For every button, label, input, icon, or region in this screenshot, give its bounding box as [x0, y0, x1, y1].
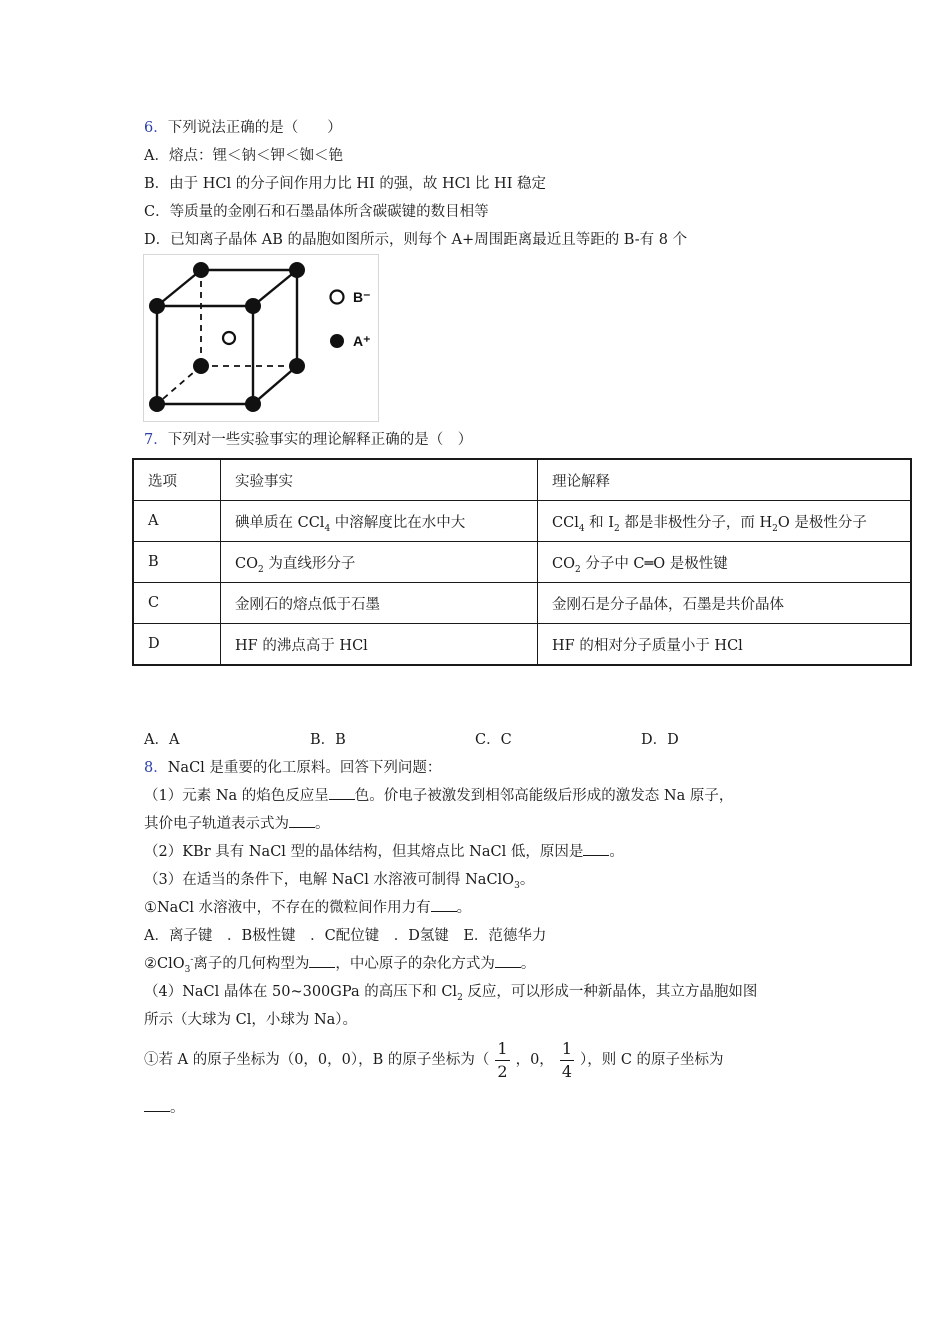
row-fact: $CO_2$ 为直线形分子 — [221, 542, 538, 583]
row-option: B — [133, 542, 221, 583]
row-theory: 金刚石是分子晶体，石墨是共价晶体 — [538, 583, 912, 624]
q7-option-c: C．C — [475, 732, 512, 748]
q6-number: 6． — [144, 120, 168, 136]
a-ion — [289, 262, 305, 278]
q6-stem-text: 下列说法正确的是（ ） — [167, 120, 342, 136]
row-option: A — [133, 501, 221, 542]
crystal-cell-figure — [143, 254, 379, 422]
table-row — [133, 624, 911, 666]
q7-options — [144, 730, 864, 750]
q7-option-a: A．A — [144, 732, 180, 748]
header-fact: 实验事实 — [221, 459, 538, 501]
q8-part3: （3）在适当的条件下，电解 NaCl 水溶液可制得 NaClO$_3$。 — [144, 872, 535, 891]
q8-part3-sub2: ②ClO$_3$-离子的几何构型为 ，中心原子的杂化方式为 。 — [144, 955, 536, 975]
table-header-row — [133, 459, 911, 501]
q8-part3-sub1: ①NaCl 水溶液中，不存在的微粒间作用力有 。 — [144, 900, 472, 916]
row-theory: $CO_2$ 分子中 C═O 是极性键 — [538, 542, 912, 583]
q7-table — [132, 458, 912, 666]
q6-option-c: C．等质量的金刚石和石墨晶体所含碳碳键的数目相等 — [144, 204, 489, 220]
a-ion — [245, 298, 261, 314]
row-fact: HF 的沸点高于 HCl — [221, 624, 538, 666]
answer-blank[interactable] — [309, 955, 335, 968]
q8-part4: （4）NaCl 晶体在 50~300GPa 的高压下和 $Cl_2$ 反应，可以形成一种新晶体，其立方晶胞如图 — [144, 984, 758, 1003]
q6-option-d: D．已知离子晶体 AB 的晶胞如图所示，则每个 A+周围距离最近且等距的 B-有 8 个 — [144, 232, 688, 248]
table-row — [133, 501, 911, 542]
q8-part1-cont: 其价电子轨道表示式为 。 — [144, 816, 330, 832]
q8-part4-sub1: ①若 A 的原子坐标为（0，0，0），B 的原子坐标为（ $\frac{1}{2}$ ，0， $\frac{1}{4}$ ），则 C 的原子坐标为 — [144, 1038, 724, 1081]
q7-option-d: D．D — [641, 732, 679, 748]
q7-option-b: B．B — [310, 732, 346, 748]
table-row — [133, 542, 911, 583]
answer-blank[interactable] — [289, 815, 315, 828]
row-fact: 碘单质在 CCl$_4$ 中溶解度比在水中大 — [221, 501, 538, 542]
q8-part4-cont: 所示（大球为 Cl，小球为 Na）。 — [144, 1012, 358, 1028]
q7-number: 7． — [144, 432, 168, 448]
q8-part4-answer: 。 — [144, 1098, 185, 1118]
table-row — [133, 583, 911, 624]
answer-blank[interactable] — [583, 843, 609, 856]
fraction-one-quarter: $\frac{1}{4}$ — [561, 1038, 572, 1081]
a-ion — [149, 298, 165, 314]
b-ion — [223, 332, 235, 344]
header-theory: 理论解释 — [538, 459, 912, 501]
answer-blank[interactable] — [144, 1099, 170, 1112]
answer-blank[interactable] — [495, 955, 521, 968]
a-ion — [193, 358, 209, 374]
q6-stem — [144, 118, 342, 138]
q8-number: 8． — [144, 760, 168, 776]
header-option: 选项 — [133, 459, 221, 501]
q8-stem — [144, 758, 441, 778]
a-ion — [289, 358, 305, 374]
a-ion — [149, 396, 165, 412]
legend-b-label: B⁻ — [353, 289, 371, 305]
q7-stem — [144, 430, 472, 450]
legend-a-icon — [330, 334, 344, 348]
q8-part1: （1）元素 Na 的焰色反应呈 色。价电子被激发到相邻高能级后形成的激发态 Na 原子， — [144, 788, 734, 804]
a-ion — [245, 396, 261, 412]
q6-option-a: A．熔点：锂＜钠＜钾＜铷＜铯 — [144, 148, 343, 164]
fraction-one-half: $\frac{1}{2}$ — [497, 1038, 508, 1081]
q8-part2: （2）KBr 具有 NaCl 型的晶体结构，但其熔点比 NaCl 低，原因是 。 — [144, 844, 624, 860]
legend-b-icon — [331, 291, 344, 304]
q7-stem-text: 下列对一些实验事实的理论解释正确的是（ ） — [167, 432, 473, 448]
q8-part3-choices: A．离子键 ．B极性键 ．C配位键 ．D氢键 E．范德华力 — [144, 928, 547, 944]
row-option: D — [133, 624, 221, 666]
row-option: C — [133, 583, 221, 624]
q8-stem-text: NaCl 是重要的化工原料。回答下列问题： — [167, 760, 442, 776]
row-theory: CCl$_4$ 和 $I_2$ 都是非极性分子，而 $H_2O$ 是极性分子 — [538, 501, 912, 542]
row-fact: 金刚石的熔点低于石墨 — [221, 583, 538, 624]
answer-blank[interactable] — [329, 787, 355, 800]
a-ion — [193, 262, 209, 278]
q6-option-b: B．由于 HCl 的分子间作用力比 HI 的强，故 HCl 比 HI 稳定 — [144, 176, 547, 192]
row-theory: HF 的相对分子质量小于 HCl — [538, 624, 912, 666]
answer-blank[interactable] — [431, 899, 457, 912]
legend-a-label: A⁺ — [353, 333, 371, 349]
